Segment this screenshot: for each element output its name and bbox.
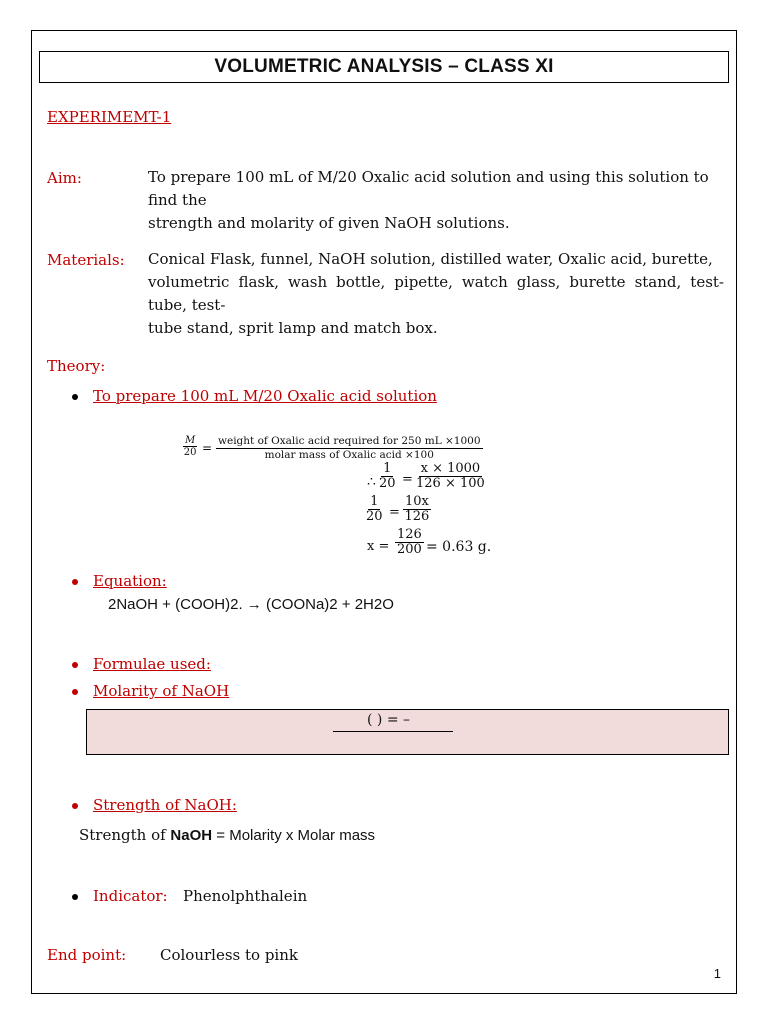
eq2-lhs-fraction: [379, 462, 396, 492]
materials-line-3: tube stand, sprit lamp and match box.: [148, 319, 438, 337]
strength-prefix: Strength of: [79, 826, 171, 844]
bullet-icon: [72, 803, 78, 809]
equation-label: Equation:: [93, 572, 167, 590]
materials-text: [148, 248, 724, 340]
eq1-lhs-fraction: [183, 435, 197, 459]
eq1-lhs-num: M: [185, 435, 196, 446]
eq4-fraction: [395, 528, 424, 558]
eq2-lhs-num: 1: [383, 461, 392, 476]
eq1-rhs-den: molar mass of Oxalic acid ×100: [264, 448, 434, 461]
materials-line-2: volumetric flask, wash bottle, pipette, watch glass, burette stand, test-tube, test-: [148, 273, 724, 314]
theory-label: Theory:: [47, 357, 106, 375]
formula-fraction-line: [333, 731, 453, 732]
strength-bold: NaOH: [170, 827, 213, 844]
bullet-icon: [72, 894, 78, 900]
eq4-den: 200: [397, 542, 422, 558]
page-number: 1: [713, 966, 721, 981]
eq2-rhs-fraction: [416, 462, 485, 492]
strength-formula: [79, 826, 375, 844]
bullet-icon: [72, 689, 78, 695]
strength-suffix: = Molarity x Molar mass: [212, 827, 376, 844]
eq3-lhs-fraction: [366, 495, 383, 525]
equation-reaction: [108, 596, 394, 613]
molarity-label: Molarity of NaOH: [93, 682, 230, 700]
eq2-equals: =: [402, 472, 413, 487]
reaction-text: 2NaOH + (COOH)2. → (COONa)2 + 2H2O: [108, 596, 394, 613]
eq2-rhs-num: x × 1000: [420, 461, 481, 476]
aim-label: Aim:: [47, 169, 82, 187]
bullet-icon: [72, 579, 78, 585]
aim-line-2: strength and molarity of given NaOH solutions.: [148, 214, 510, 232]
experiment-heading: EXPERIMEMT-1: [47, 108, 172, 126]
eq2-lhs-den: 20: [379, 476, 396, 492]
aim-text: [148, 166, 724, 235]
eq3-rhs-fraction: [403, 495, 431, 525]
eq2-therefore: ∴: [367, 474, 376, 490]
eq3-lhs-num: 1: [370, 494, 379, 509]
end-point-label: End point:: [47, 946, 127, 964]
page-title: VOLUMETRIC ANALYSIS – CLASS XI: [39, 51, 729, 83]
eq3-equals: =: [389, 505, 400, 520]
theory-bullet-text: To prepare 100 mL M/20 Oxalic acid solution: [93, 387, 437, 405]
formulae-label: Formulae used:: [93, 655, 211, 673]
strength-label: Strength of NaOH:: [93, 796, 237, 814]
materials-label: Materials:: [47, 251, 125, 269]
eq1-rhs-fraction: [216, 436, 483, 461]
indicator-label: Indicator:: [93, 887, 168, 905]
aim-line-1: To prepare 100 mL of M/20 Oxalic acid solution and using this solution to find the: [148, 168, 709, 209]
eq4-lhs: x =: [367, 539, 390, 554]
eq3-rhs-num: 10x: [405, 494, 429, 509]
materials-line-1: Conical Flask, funnel, NaOH solution, distilled water, Oxalic acid, burette,: [148, 250, 713, 268]
bullet-icon: [72, 394, 78, 400]
formula-box-text: ( ) = –: [367, 712, 411, 728]
indicator-value: Phenolphthalein: [183, 887, 308, 905]
eq3-rhs-den: 126: [404, 509, 430, 525]
eq1-rhs-num: weight of Oxalic acid required for 250 mL ×1000: [218, 435, 481, 447]
eq4-num: 126: [397, 527, 422, 542]
eq1-equals: =: [202, 441, 213, 455]
eq3-lhs-den: 20: [366, 509, 383, 525]
eq4-result: = 0.63 g.: [426, 539, 492, 555]
bullet-icon: [72, 662, 78, 668]
eq1-lhs-den: 20: [183, 447, 197, 458]
end-point-value: Colourless to pink: [160, 946, 298, 964]
eq2-rhs-den: 126 × 100: [416, 476, 485, 492]
